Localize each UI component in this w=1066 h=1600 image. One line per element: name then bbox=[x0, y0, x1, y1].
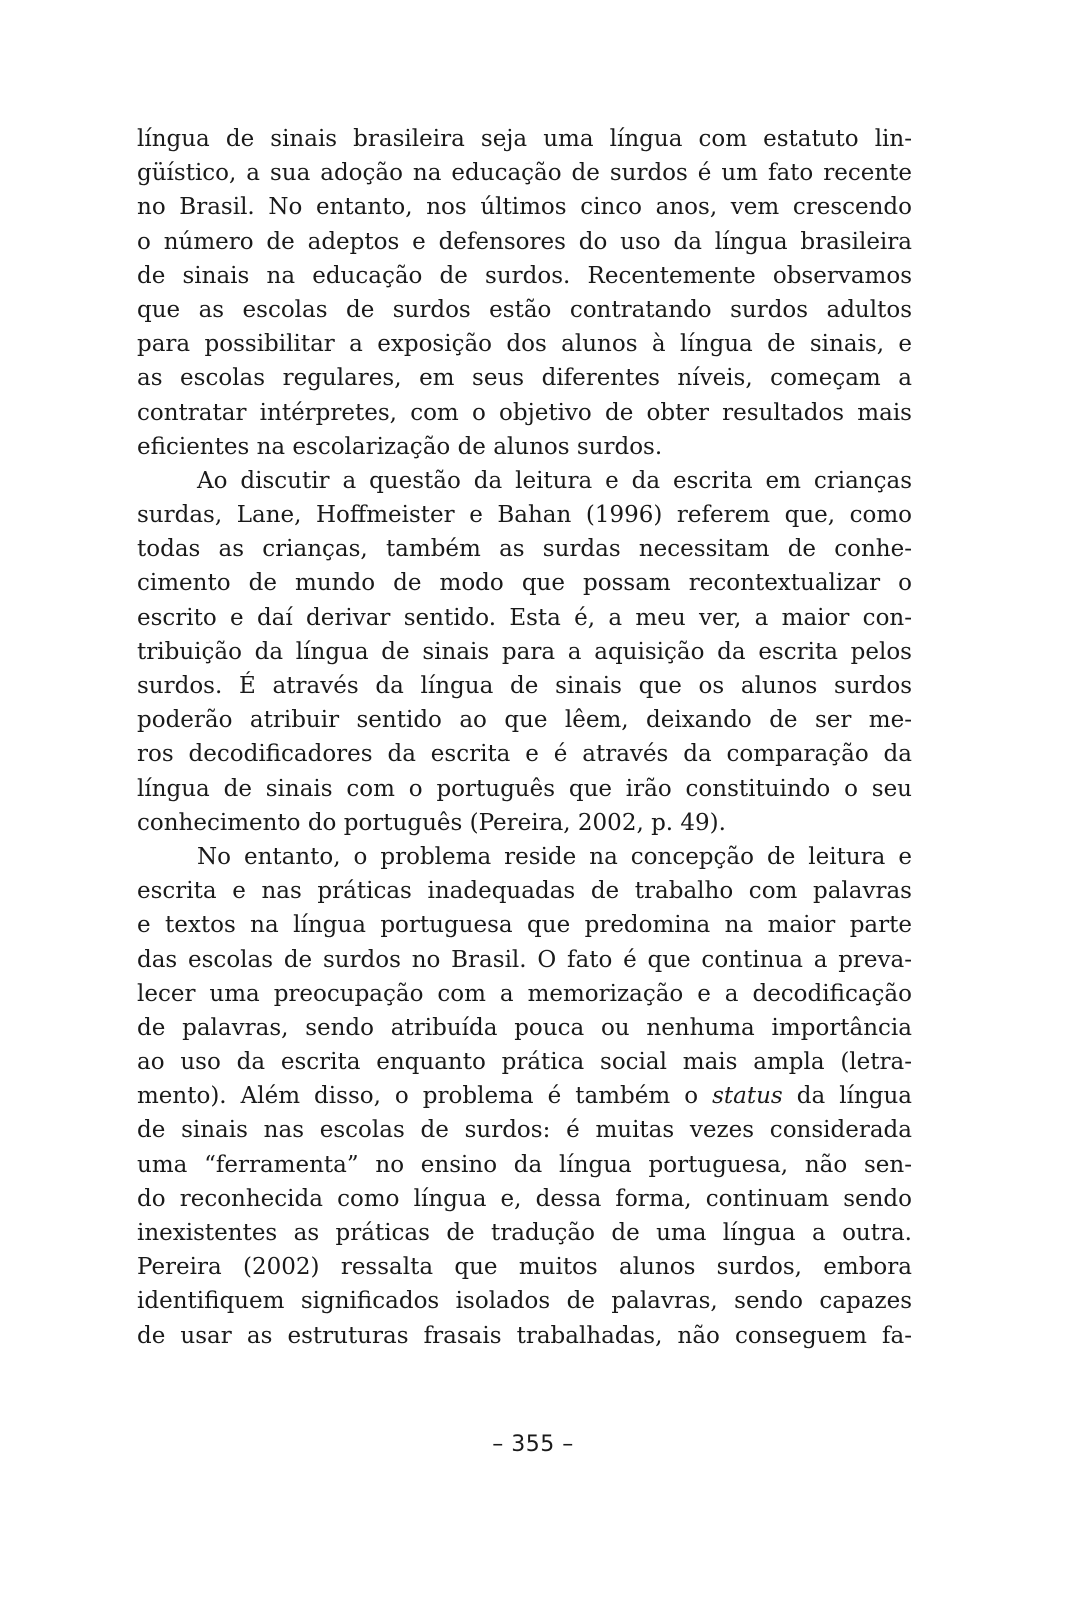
text-line: ros decodificadores da escrita e é através da comparação da bbox=[137, 741, 912, 768]
text-line: surdas, Lane, Hoffmeister e Bahan (1996) referem que, como bbox=[137, 502, 912, 529]
italic-term: status bbox=[712, 1083, 783, 1110]
text-line: poderão atribuir sentido ao que lêem, deixando de ser me- bbox=[137, 707, 912, 734]
text-line-with-italic bbox=[137, 1079, 912, 1113]
text-line: Pereira (2002) ressalta que muitos alunos surdos, embora bbox=[137, 1254, 912, 1281]
text-line: de sinais nas escolas de surdos: é muitas vezes considerada bbox=[137, 1117, 912, 1144]
text-line: das escolas de surdos no Brasil. O fato é que continua a preva- bbox=[137, 946, 912, 973]
text-line: de sinais na educação de surdos. Recentemente observamos bbox=[137, 262, 912, 289]
text-line: uma “ferramenta” no ensino da língua portuguesa, não sen- bbox=[137, 1151, 912, 1178]
text-line: de usar as estruturas frasais trabalhadas, não conseguem fa- bbox=[137, 1322, 912, 1349]
text-line: eficientes na escolarização de alunos surdos. bbox=[137, 433, 663, 460]
text-line: Ao discutir a questão da leitura e da escrita em crianças bbox=[197, 467, 912, 494]
text-line: güístico, a sua adoção na educação de surdos é um fato recente bbox=[137, 160, 912, 187]
text-line: ao uso da escrita enquanto prática social mais ampla (letra- bbox=[137, 1049, 912, 1076]
text-line: escrita e nas práticas inadequadas de trabalho com palavras bbox=[137, 878, 912, 905]
text-line: o número de adeptos e defensores do uso da língua brasileira bbox=[137, 228, 912, 255]
text-line: língua de sinais brasileira seja uma língua com estatuto lin- bbox=[137, 126, 912, 152]
text-line: no Brasil. No entanto, nos últimos cinco anos, vem crescendo bbox=[137, 194, 912, 221]
text-line: que as escolas de surdos estão contratando surdos adultos bbox=[137, 296, 912, 323]
text-line: as escolas regulares, em seus diferentes níveis, começam a bbox=[137, 365, 912, 392]
text-line: contratar intérpretes, com o objetivo de obter resultados mais bbox=[137, 399, 912, 426]
text-line: lecer uma preocupação com a memorização e a decodificação bbox=[137, 980, 912, 1007]
text-line: tribuição da língua de sinais para a aquisição da escrita pelos bbox=[137, 638, 912, 665]
text-line: cimento de mundo de modo que possam recontextualizar o bbox=[137, 570, 912, 597]
text-line: No entanto, o problema reside na concepção de leitura e bbox=[197, 843, 912, 870]
page-number: – 355 – bbox=[492, 1432, 574, 1457]
text-fragment: mento). Além disso, o problema é também o bbox=[137, 1083, 713, 1110]
text-line: conhecimento do português (Pereira, 2002, p. 49). bbox=[137, 809, 726, 836]
text-line: de palavras, sendo atribuída pouca ou nenhuma importância bbox=[137, 1014, 912, 1041]
text-line: identifiquem significados isolados de palavras, sendo capazes bbox=[137, 1288, 912, 1315]
text-line: língua de sinais com o português que irão constituindo o seu bbox=[137, 775, 912, 802]
text-line: surdos. É através da língua de sinais que os alunos surdos bbox=[137, 673, 912, 699]
text-line: inexistentes as práticas de tradução de uma língua a outra. bbox=[137, 1220, 912, 1246]
text-fragment: da língua bbox=[782, 1083, 912, 1110]
page-body-text bbox=[137, 122, 912, 1353]
text-line: do reconhecida como língua e, dessa forma, continuam sendo bbox=[137, 1185, 912, 1212]
text-line: e textos na língua portuguesa que predomina na maior parte bbox=[137, 912, 912, 939]
text-line: escrito e daí derivar sentido. Esta é, a meu ver, a maior con- bbox=[137, 604, 912, 631]
text-line: todas as crianças, também as surdas necessitam de conhe- bbox=[137, 536, 912, 563]
text-line: para possibilitar a exposição dos alunos à língua de sinais, e bbox=[137, 331, 912, 358]
